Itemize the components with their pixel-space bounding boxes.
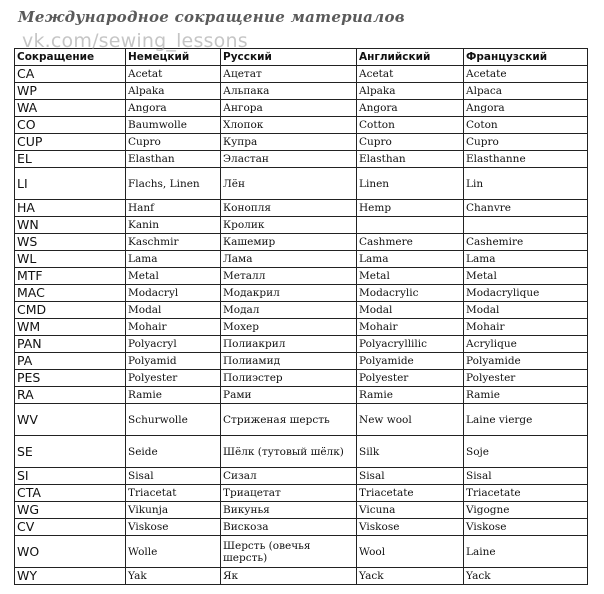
- french-cell: Cupro: [464, 134, 588, 151]
- german-cell: Vikunja: [126, 502, 221, 519]
- table-row: [15, 134, 588, 151]
- german-cell: Ramie: [126, 387, 221, 404]
- abbreviation-cell: WL: [15, 251, 126, 268]
- russian-cell: Ангора: [221, 100, 357, 117]
- english-cell: Cotton: [357, 117, 464, 134]
- russian-cell: Ацетат: [221, 66, 357, 83]
- german-cell: Viskose: [126, 519, 221, 536]
- table-row: [15, 302, 588, 319]
- french-cell: Elasthanne: [464, 151, 588, 168]
- table-row: [15, 387, 588, 404]
- german-cell: Elasthan: [126, 151, 221, 168]
- german-cell: Sisal: [126, 468, 221, 485]
- russian-cell: Полиамид: [221, 353, 357, 370]
- abbreviation-cell: WS: [15, 234, 126, 251]
- russian-cell: Стриженая шерсть: [221, 404, 357, 436]
- header-russian: Русский: [221, 49, 357, 66]
- table-body: [15, 66, 588, 585]
- abbreviation-cell: WO: [15, 536, 126, 568]
- abbreviation-cell: CA: [15, 66, 126, 83]
- russian-cell: Модакрил: [221, 285, 357, 302]
- english-cell: Silk: [357, 436, 464, 468]
- french-cell: Angora: [464, 100, 588, 117]
- russian-cell: Альпака: [221, 83, 357, 100]
- russian-cell: Эластан: [221, 151, 357, 168]
- header-abbreviation: Сокращение: [15, 49, 126, 66]
- french-cell: Coton: [464, 117, 588, 134]
- russian-cell: Хлопок: [221, 117, 357, 134]
- english-cell: Elasthan: [357, 151, 464, 168]
- table-row: [15, 200, 588, 217]
- french-cell: Metal: [464, 268, 588, 285]
- german-cell: Wolle: [126, 536, 221, 568]
- french-cell: [464, 217, 588, 234]
- german-cell: Schurwolle: [126, 404, 221, 436]
- french-cell: Lin: [464, 168, 588, 200]
- french-cell: Soje: [464, 436, 588, 468]
- table-row: [15, 436, 588, 468]
- french-cell: Vigogne: [464, 502, 588, 519]
- abbreviation-cell: CV: [15, 519, 126, 536]
- french-cell: Laine vierge: [464, 404, 588, 436]
- russian-cell: Шёлк (тутовый шёлк): [221, 436, 357, 468]
- english-cell: Cashmere: [357, 234, 464, 251]
- english-cell: Alpaka: [357, 83, 464, 100]
- french-cell: Lama: [464, 251, 588, 268]
- russian-cell: Лама: [221, 251, 357, 268]
- table-row: [15, 83, 588, 100]
- german-cell: Polyester: [126, 370, 221, 387]
- english-cell: Modal: [357, 302, 464, 319]
- header-german: Немецкий: [126, 49, 221, 66]
- abbreviation-cell: WY: [15, 568, 126, 585]
- english-cell: Acetat: [357, 66, 464, 83]
- russian-cell: Вискоза: [221, 519, 357, 536]
- german-cell: Triacetat: [126, 485, 221, 502]
- french-cell: Ramie: [464, 387, 588, 404]
- english-cell: Modacrylic: [357, 285, 464, 302]
- table-row: [15, 404, 588, 436]
- french-cell: Triacetate: [464, 485, 588, 502]
- table-row: [15, 370, 588, 387]
- abbreviation-cell: WV: [15, 404, 126, 436]
- abbreviation-cell: MAC: [15, 285, 126, 302]
- english-cell: Hemp: [357, 200, 464, 217]
- abbreviation-cell: HA: [15, 200, 126, 217]
- english-cell: Mohair: [357, 319, 464, 336]
- french-cell: Alpaca: [464, 83, 588, 100]
- table-row: [15, 468, 588, 485]
- french-cell: Chanvre: [464, 200, 588, 217]
- abbreviation-cell: WN: [15, 217, 126, 234]
- russian-cell: Рами: [221, 387, 357, 404]
- abbreviation-cell: SE: [15, 436, 126, 468]
- russian-cell: Сизал: [221, 468, 357, 485]
- german-cell: Kaschmir: [126, 234, 221, 251]
- materials-table: [14, 48, 588, 585]
- table-row: [15, 168, 588, 200]
- header-french: Французский: [464, 49, 588, 66]
- russian-cell: Кашемир: [221, 234, 357, 251]
- german-cell: Baumwolle: [126, 117, 221, 134]
- abbreviation-cell: MTF: [15, 268, 126, 285]
- russian-cell: Металл: [221, 268, 357, 285]
- russian-cell: Мохер: [221, 319, 357, 336]
- german-cell: Angora: [126, 100, 221, 117]
- german-cell: Polyamid: [126, 353, 221, 370]
- abbreviation-cell: WA: [15, 100, 126, 117]
- english-cell: Polyacryllilic: [357, 336, 464, 353]
- german-cell: Seide: [126, 436, 221, 468]
- german-cell: Metal: [126, 268, 221, 285]
- table-row: [15, 100, 588, 117]
- russian-cell: Конопля: [221, 200, 357, 217]
- table-row: [15, 217, 588, 234]
- abbreviation-cell: PAN: [15, 336, 126, 353]
- french-cell: Cashemire: [464, 234, 588, 251]
- header-row: [15, 49, 588, 66]
- russian-cell: Купра: [221, 134, 357, 151]
- table-row: [15, 568, 588, 585]
- russian-cell: Викунья: [221, 502, 357, 519]
- table-row: [15, 234, 588, 251]
- french-cell: Acrylique: [464, 336, 588, 353]
- german-cell: Lama: [126, 251, 221, 268]
- english-cell: Vicuna: [357, 502, 464, 519]
- watermark: vk.com/sewing_lessons: [22, 30, 248, 52]
- english-cell: Cupro: [357, 134, 464, 151]
- table-row: [15, 151, 588, 168]
- french-cell: Laine: [464, 536, 588, 568]
- table-row: [15, 117, 588, 134]
- english-cell: Triacetate: [357, 485, 464, 502]
- abbreviation-cell: WG: [15, 502, 126, 519]
- table-row: [15, 336, 588, 353]
- english-cell: New wool: [357, 404, 464, 436]
- english-cell: Ramie: [357, 387, 464, 404]
- english-cell: Lama: [357, 251, 464, 268]
- german-cell: Cupro: [126, 134, 221, 151]
- french-cell: Polyester: [464, 370, 588, 387]
- english-cell: Yack: [357, 568, 464, 585]
- abbreviation-cell: PA: [15, 353, 126, 370]
- abbreviation-cell: EL: [15, 151, 126, 168]
- english-cell: [357, 217, 464, 234]
- french-cell: Modacrylique: [464, 285, 588, 302]
- french-cell: Acetate: [464, 66, 588, 83]
- german-cell: Flachs, Linen: [126, 168, 221, 200]
- german-cell: Polyacryl: [126, 336, 221, 353]
- abbreviation-cell: CMD: [15, 302, 126, 319]
- table-row: [15, 251, 588, 268]
- russian-cell: Модал: [221, 302, 357, 319]
- russian-cell: Як: [221, 568, 357, 585]
- german-cell: Modal: [126, 302, 221, 319]
- table-row: [15, 353, 588, 370]
- french-cell: Yack: [464, 568, 588, 585]
- english-cell: Angora: [357, 100, 464, 117]
- table-row: [15, 66, 588, 83]
- german-cell: Modacryl: [126, 285, 221, 302]
- french-cell: Viskose: [464, 519, 588, 536]
- russian-cell: Кролик: [221, 217, 357, 234]
- german-cell: Kanin: [126, 217, 221, 234]
- table-row: [15, 485, 588, 502]
- abbreviation-cell: CUP: [15, 134, 126, 151]
- german-cell: Alpaka: [126, 83, 221, 100]
- russian-cell: Полиэстер: [221, 370, 357, 387]
- header-english: Английский: [357, 49, 464, 66]
- french-cell: Polyamide: [464, 353, 588, 370]
- table-row: [15, 285, 588, 302]
- german-cell: Hanf: [126, 200, 221, 217]
- abbreviation-cell: CTA: [15, 485, 126, 502]
- german-cell: Yak: [126, 568, 221, 585]
- german-cell: Acetat: [126, 66, 221, 83]
- english-cell: Polyester: [357, 370, 464, 387]
- table-row: [15, 319, 588, 336]
- table-row: [15, 536, 588, 568]
- english-cell: Viskose: [357, 519, 464, 536]
- table-row: [15, 268, 588, 285]
- abbreviation-cell: WM: [15, 319, 126, 336]
- russian-cell: Лён: [221, 168, 357, 200]
- abbreviation-cell: RA: [15, 387, 126, 404]
- abbreviation-cell: LI: [15, 168, 126, 200]
- english-cell: Sisal: [357, 468, 464, 485]
- table-row: [15, 519, 588, 536]
- english-cell: Wool: [357, 536, 464, 568]
- russian-cell: Триацетат: [221, 485, 357, 502]
- english-cell: Polyamide: [357, 353, 464, 370]
- french-cell: Sisal: [464, 468, 588, 485]
- german-cell: Mohair: [126, 319, 221, 336]
- abbreviation-cell: CO: [15, 117, 126, 134]
- french-cell: Mohair: [464, 319, 588, 336]
- abbreviation-cell: WP: [15, 83, 126, 100]
- english-cell: Metal: [357, 268, 464, 285]
- table-row: [15, 502, 588, 519]
- russian-cell: Полиакрил: [221, 336, 357, 353]
- russian-cell: Шерсть (овечья шерсть): [221, 536, 357, 568]
- abbreviation-cell: SI: [15, 468, 126, 485]
- abbreviation-cell: PES: [15, 370, 126, 387]
- english-cell: Linen: [357, 168, 464, 200]
- french-cell: Modal: [464, 302, 588, 319]
- page-title: Международное сокращение материалов: [18, 8, 405, 26]
